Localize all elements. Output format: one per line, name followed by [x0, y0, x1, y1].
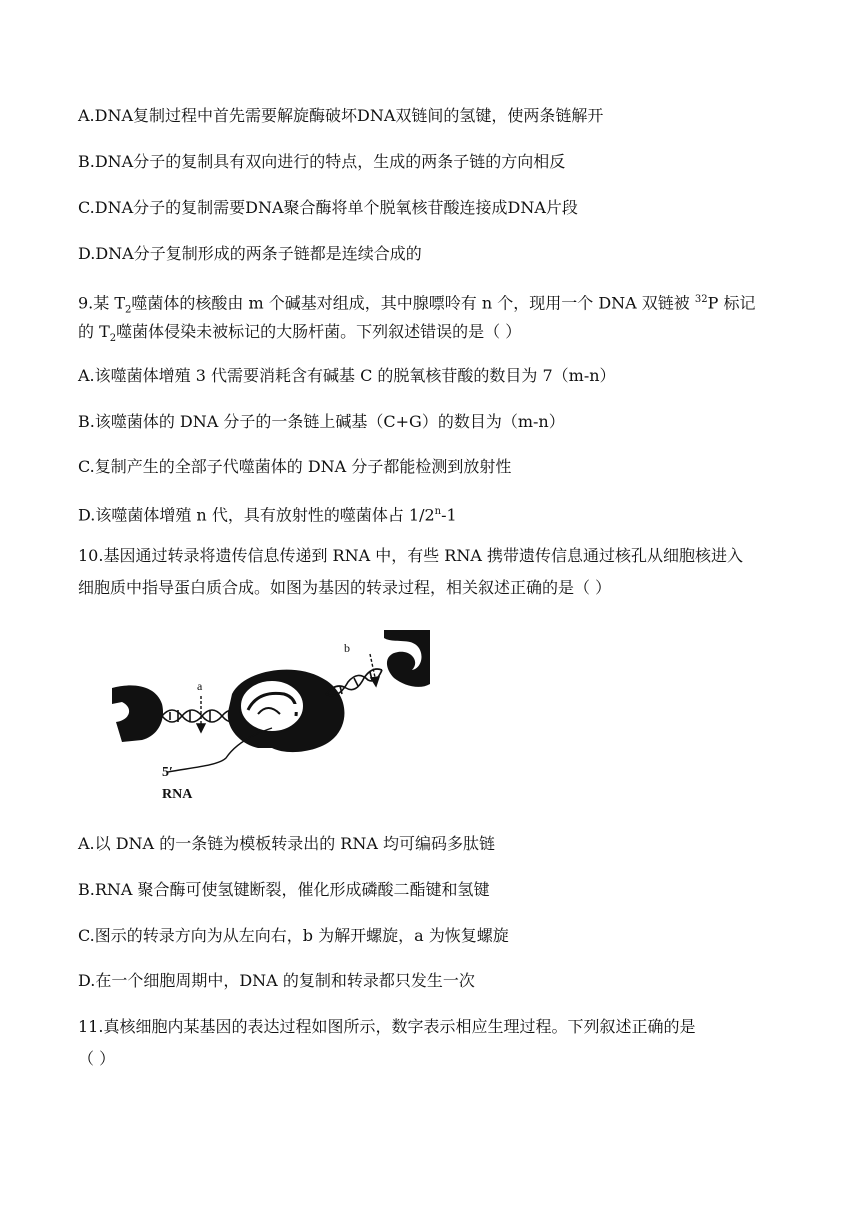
q10-option-c: C.图示的转录方向为从左向右，b 为解开螺旋，a 为恢复螺旋: [78, 926, 509, 945]
q10-stem-line1: 10.基因通过转录将遗传信息传递到 RNA 中，有些 RNA 携带遗传信息通过核孔从细胞核进入: [78, 546, 743, 565]
q8-option-a: A.DNA复制过程中首先需要解旋酶破坏DNA双链间的氢键，使两条链解开: [78, 106, 604, 125]
label-rna: RNA: [162, 787, 193, 802]
label-b: b: [344, 641, 350, 655]
q10-option-a: A.以 DNA 的一条链为模板转录出的 RNA 均可编码多肽链: [78, 834, 495, 853]
q8-option-d: D.DNA分子复制形成的两条子链都是连续合成的: [78, 244, 422, 263]
q9-stem-line2: 的 $T_2$噬菌体侵染未被标记的大肠杆菌。下列叙述错误的是（ ）: [78, 322, 522, 345]
q8-option-c: C.DNA分子的复制需要DNA聚合酶将单个脱氧核苷酸连接成DNA片段: [78, 198, 578, 217]
transcription-figure: [108, 624, 432, 806]
label-a: a: [197, 679, 203, 693]
q9-option-a: A.该噬菌体增殖 3 代需要消耗含有碱基 C 的脱氧核苷酸的数目为 7（m-n）: [78, 366, 616, 385]
label-5-prime: 5′: [162, 765, 173, 780]
q9-option-b: B.该噬菌体的 DNA 分子的一条链上碱基（C+G）的数目为（m-n）: [78, 412, 565, 431]
q9-stem-line1: 9.某 $T_2$噬菌体的核酸由 m 个碱基对组成，其中腺嘌呤有 n 个，现用一个 DNA 双链被 $^{32}$P 标记: [78, 293, 756, 316]
q11-stem-line2: （ ）: [78, 1049, 116, 1068]
q9-option-d: D.该噬菌体增殖 n 代，具有放射性的噬菌体占 1/2$^n$-1: [78, 505, 457, 525]
q9-option-c: C.复制产生的全部子代噬菌体的 DNA 分子都能检测到放射性: [78, 457, 512, 476]
q10-stem-line2: 细胞质中指导蛋白质合成。如图为基因的转录过程，相关叙述正确的是（ ）: [78, 578, 612, 597]
right-polymerase-blob: [384, 630, 430, 687]
left-polymerase-blob: [112, 685, 163, 742]
q11-stem-line1: 11.真核细胞内某基因的表达过程如图所示，数字表示相应生理过程。下列叙述正确的是: [78, 1017, 696, 1036]
q8-option-b: B.DNA分子的复制具有双向进行的特点，生成的两条子链的方向相反: [78, 152, 566, 171]
q10-option-b: B.RNA 聚合酶可使氢键断裂，催化形成磷酸二酯键和氢键: [78, 880, 490, 899]
q10-option-d: D.在一个细胞周期中，DNA 的复制和转录都只发生一次: [78, 971, 475, 990]
rna-transcript: [168, 728, 272, 772]
